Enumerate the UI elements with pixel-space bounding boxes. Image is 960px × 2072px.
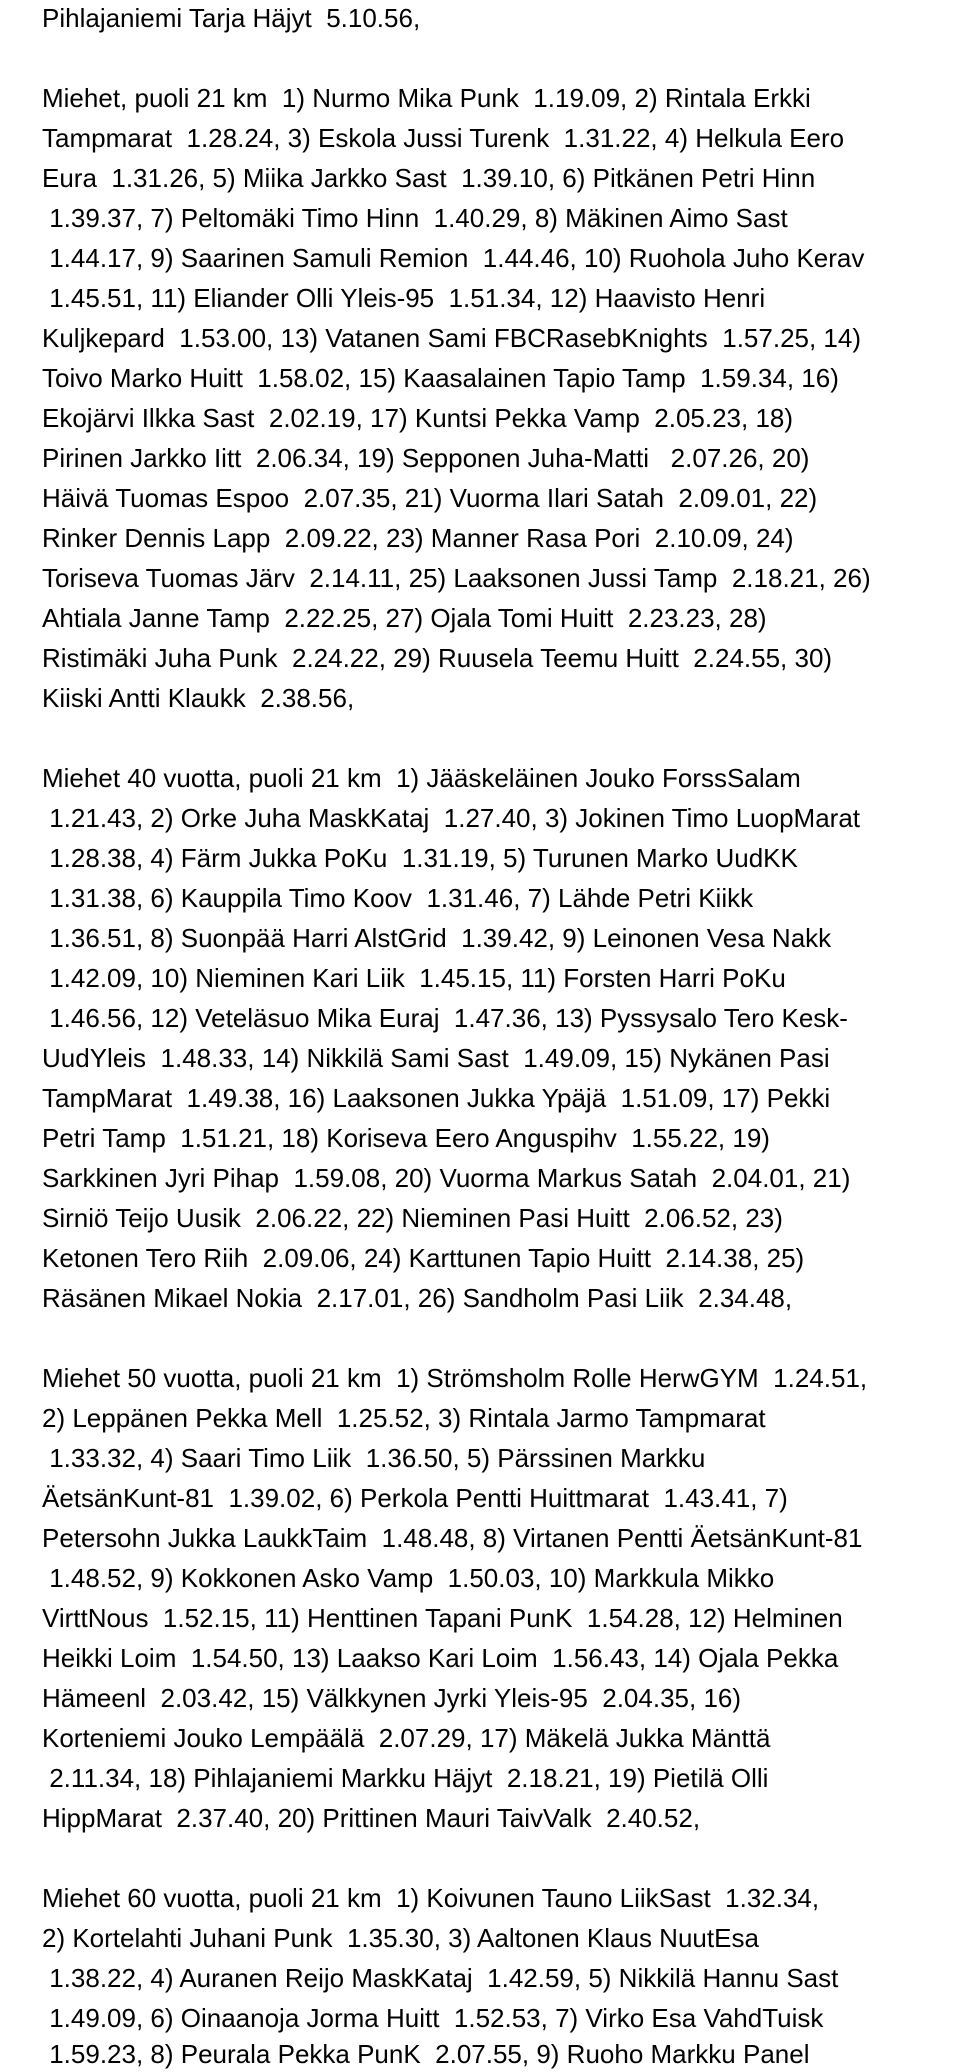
text-line: 1.42.09, 10) Nieminen Kari Liik 1.45.15, 11) Forsten Harri PoKu bbox=[42, 963, 786, 993]
text-line: Ahtiala Janne Tamp 2.22.25, 27) Ojala Tomi Huitt 2.23.23, 28) bbox=[42, 603, 767, 633]
text-line: 1.31.38, 6) Kauppila Timo Koov 1.31.46, 7) Lähde Petri Kiikk bbox=[42, 883, 754, 913]
text-line: 1.38.22, 4) Auranen Reijo MaskKataj 1.42.59, 5) Nikkilä Hannu Sast bbox=[42, 1963, 839, 1993]
text-line: TampMarat 1.49.38, 16) Laaksonen Jukka Ypäjä 1.51.09, 17) Pekki bbox=[42, 1083, 831, 1113]
text-line: Eura 1.31.26, 5) Miika Jarkko Sast 1.39.10, 6) Pitkänen Petri Hinn bbox=[42, 163, 816, 193]
text-line: 2) Kortelahti Juhani Punk 1.35.30, 3) Aaltonen Klaus NuutEsa bbox=[42, 1923, 759, 1953]
text-line: Sarkkinen Jyri Pihap 1.59.08, 20) Vuorma Markus Satah 2.04.01, 21) bbox=[42, 1163, 851, 1193]
text-line: Rinker Dennis Lapp 2.09.22, 23) Manner Rasa Pori 2.10.09, 24) bbox=[42, 523, 794, 553]
text-line: Häivä Tuomas Espoo 2.07.35, 21) Vuorma Ilari Satah 2.09.01, 22) bbox=[42, 483, 818, 513]
text-line: 1.36.51, 8) Suonpää Harri AlstGrid 1.39.42, 9) Leinonen Vesa Nakk bbox=[42, 923, 832, 953]
text-line: 1.33.32, 4) Saari Timo Liik 1.36.50, 5) Pärssinen Markku bbox=[42, 1443, 706, 1473]
text-line: VirttNous 1.52.15, 11) Henttinen Tapani PunK 1.54.28, 12) Helminen bbox=[42, 1603, 843, 1633]
text-line: Räsänen Mikael Nokia 2.17.01, 26) Sandholm Pasi Liik 2.34.48, bbox=[42, 1283, 793, 1313]
text-line: 1.48.52, 9) Kokkonen Asko Vamp 1.50.03, 10) Markkula Mikko bbox=[42, 1563, 775, 1593]
text-line: 1.46.56, 12) Veteläsuo Mika Euraj 1.47.36, 13) Pyssysalo Tero Kesk- bbox=[42, 1003, 848, 1033]
text-line: Toriseva Tuomas Järv 2.14.11, 25) Laaksonen Jussi Tamp 2.18.21, 26) bbox=[42, 563, 871, 593]
text-line: ÄetsänKunt-81 1.39.02, 6) Perkola Pentti Huittmarat 1.43.41, 7) bbox=[42, 1483, 788, 1513]
text-line: 1.59.23, 8) Peurala Pekka PunK 2.07.55, 9) Ruoho Markku Panel bbox=[42, 2039, 810, 2069]
text-line: Pihlajaniemi Tarja Häjyt 5.10.56, bbox=[42, 3, 421, 33]
text-line: Miehet 40 vuotta, puoli 21 km 1) Jääskeläinen Jouko ForssSalam bbox=[42, 763, 801, 793]
text-line: Tampmarat 1.28.24, 3) Eskola Jussi Turenk 1.31.22, 4) Helkula Eero bbox=[42, 123, 845, 153]
text-line: Kiiski Antti Klaukk 2.38.56, bbox=[42, 683, 355, 713]
text-line: Ketonen Tero Riih 2.09.06, 24) Karttunen Tapio Huitt 2.14.38, 25) bbox=[42, 1243, 805, 1273]
text-line: 1.21.43, 2) Orke Juha MaskKataj 1.27.40, 3) Jokinen Timo LuopMarat bbox=[42, 803, 860, 833]
text-line: Miehet, puoli 21 km 1) Nurmo Mika Punk 1.19.09, 2) Rintala Erkki bbox=[42, 83, 811, 113]
text-line: Toivo Marko Huitt 1.58.02, 15) Kaasalainen Tapio Tamp 1.59.34, 16) bbox=[42, 363, 839, 393]
text-line: 2.11.34, 18) Pihlajaniemi Markku Häjyt 2.18.21, 19) Pietilä Olli bbox=[42, 1763, 769, 1793]
text-line: Korteniemi Jouko Lempäälä 2.07.29, 17) Mäkelä Jukka Mänttä bbox=[42, 1723, 771, 1753]
text-line: Sirniö Teijo Uusik 2.06.22, 22) Nieminen Pasi Huitt 2.06.52, 23) bbox=[42, 1203, 783, 1233]
text-line: UudYleis 1.48.33, 14) Nikkilä Sami Sast 1.49.09, 15) Nykänen Pasi bbox=[42, 1043, 830, 1073]
text-line: Ekojärvi Ilkka Sast 2.02.19, 17) Kuntsi Pekka Vamp 2.05.23, 18) bbox=[42, 403, 794, 433]
text-line: HippMarat 2.37.40, 20) Prittinen Mauri TaivValk 2.40.52, bbox=[42, 1803, 701, 1833]
text-line: 1.49.09, 6) Oinaanoja Jorma Huitt 1.52.53, 7) Virko Esa VahdTuisk bbox=[42, 2003, 824, 2033]
text-line: 1.28.38, 4) Färm Jukka PoKu 1.31.19, 5) Turunen Marko UudKK bbox=[42, 843, 798, 873]
text-line: Hämeenl 2.03.42, 15) Välkkynen Jyrki Yleis-95 2.04.35, 16) bbox=[42, 1683, 742, 1713]
text-line: Heikki Loim 1.54.50, 13) Laakso Kari Loim 1.56.43, 14) Ojala Pekka bbox=[42, 1643, 839, 1673]
text-line: Miehet 60 vuotta, puoli 21 km 1) Koivunen Tauno LiikSast 1.32.34, bbox=[42, 1883, 820, 1913]
text-line: Miehet 50 vuotta, puoli 21 km 1) Strömsholm Rolle HerwGYM 1.24.51, bbox=[42, 1363, 868, 1393]
text-line: 1.45.51, 11) Eliander Olli Yleis-95 1.51.34, 12) Haavisto Henri bbox=[42, 283, 766, 313]
text-line: 1.39.37, 7) Peltomäki Timo Hinn 1.40.29, 8) Mäkinen Aimo Sast bbox=[42, 203, 788, 233]
text-line: Kuljkepard 1.53.00, 13) Vatanen Sami FBCRasebKnights 1.57.25, 14) bbox=[42, 323, 862, 353]
text-line: Petri Tamp 1.51.21, 18) Koriseva Eero Anguspihv 1.55.22, 19) bbox=[42, 1123, 770, 1153]
text-line: Petersohn Jukka LaukkTaim 1.48.48, 8) Virtanen Pentti ÄetsänKunt-81 bbox=[42, 1523, 863, 1553]
text-line: Ristimäki Juha Punk 2.24.22, 29) Ruusela Teemu Huitt 2.24.55, 30) bbox=[42, 643, 833, 673]
text-line: Pirinen Jarkko Iitt 2.06.34, 19) Sepponen Juha-Matti 2.07.26, 20) bbox=[42, 443, 810, 473]
text-line: 2) Leppänen Pekka Mell 1.25.52, 3) Rintala Jarmo Tampmarat bbox=[42, 1403, 766, 1433]
text-line: 1.44.17, 9) Saarinen Samuli Remion 1.44.46, 10) Ruohola Juho Kerav bbox=[42, 243, 865, 273]
